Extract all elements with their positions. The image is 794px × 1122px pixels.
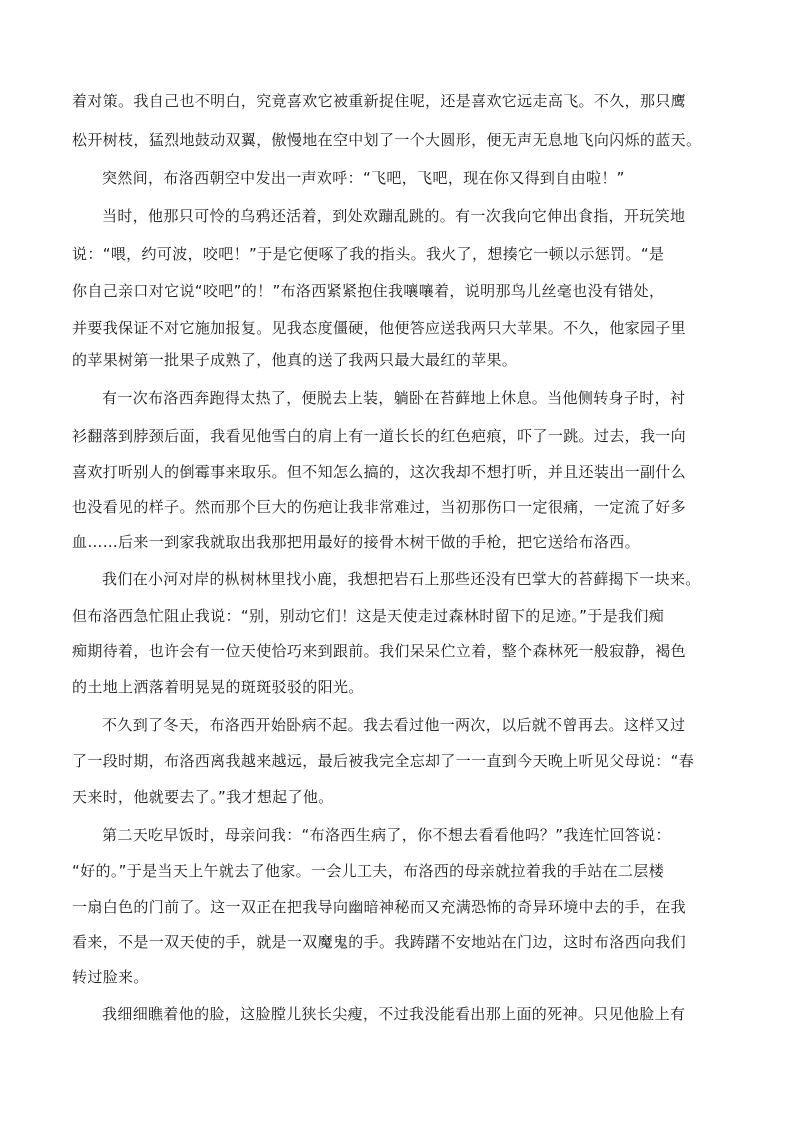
text-line: 第二天吃早饭时，母亲问我：“布洛西生病了，你不想去看看他吗？”我连忙回答说： [102,826,671,844]
text-line: 看来，不是一双天使的手，就是一双魔鬼的手。我踌躇不安地站在门边，这时布洛西向我们 [72,933,687,951]
text-line: 并要我保证不对它施加报复。见我态度僵硬，他便答应送我两只大苹果。不久，他家园子里 [72,319,687,337]
text-line: 但布洛西急忙阻止我说：“别，别动它们！这是天使走过森林时留下的足迹。”于是我们痴 [72,607,665,625]
text-line: 不久到了冬天，布洛西开始卧病不起。我去看过他一两次，以后就不曾再去。这样又过 [102,716,686,734]
text-line: 松开树枝，猛烈地鼓动双翼，傲慢地在空中划了一个大圆形，便无声无息地飞向闪烁的蓝天。 [72,131,702,149]
text-line: 说：“喂，约可波，咬吧！”于是它便啄了我的指头。我火了，想揍它一顿以示惩罚。“是 [72,245,665,263]
text-line: “好的。”于是当天上午就去了他家。一会儿工夫，布洛西的母亲就拉着我的手站在二层楼 [72,862,665,880]
text-line: 我们在小河对岸的枞树林里找小鹿，我想把岩石上那些还没有巴掌大的苔藓揭下一块来。 [102,570,701,588]
text-line: 也没看见的样子。然而那个巨大的伤疤让我非常难过，当初那伤口一定很痛，一定流了好多 [72,498,687,516]
text-line: 痴期待着，也许会有一位天使恰巧来到跟前。我们呆呆伫立着，整个森林死一般寂静，褐色 [72,642,687,660]
text-line: 天来时，他就要去了。”我才想起了他。 [72,788,334,806]
text-line: 当时，他那只可怜的乌鸦还活着，到处欢蹦乱跳的。有一次我向它伸出食指，开玩笑地 [102,207,686,225]
text-line: 你自己亲口对它说“咬吧”的！”布洛西紧紧抱住我嚷嚷着，说明那鸟儿丝毫也没有错处， [72,282,665,300]
text-line: 衫翻落到脖颈后面，我看见他雪白的肩上有一道长长的红色疤痕，吓了一跳。过去，我一向 [72,427,687,445]
text-line: 一扇白色的门前了。这一双正在把我导向幽暗神秘而又充满恐怖的奇异环境中去的手，在我 [72,898,687,916]
text-line: 的苹果树第一批果子成熟了，他真的送了我两只最大最红的苹果。 [72,351,518,369]
text-line: 了一段时期，布洛西离我越来越远，最后被我完全忘却了一一直到今天晚上听见父母说：“春 [72,752,695,770]
text-line: 着对策。我自己也不明白，究竟喜欢它被重新捉住呢，还是喜欢它远走高飞。不久，那只鹰 [72,92,687,110]
text-line: 的土地上洒落着明晃晃的斑斑驳驳的阳光。 [72,678,364,696]
text-line: 血……后来一到家我就取出我那把用最好的接骨木树干做的手枪，把它送给布洛西。 [72,533,640,551]
text-line: 喜欢打听别人的倒霉事来取乐。但不知怎么搞的，这次我却不想打听，并且还装出一副什么 [72,463,687,481]
text-line: 转过脸来。 [72,968,149,986]
text-line: 突然间，布洛西朝空中发出一声欢呼：“飞吧，飞吧，现在你又得到自由啦！” [102,169,625,187]
text-line: 我细细瞧着他的脸，这脸膛儿狭长尖瘦，不过我没能看出那上面的死神。只见他脸上有 [102,1005,686,1023]
text-line: 有一次布洛西奔跑得太热了，便脱去上装，躺卧在苔藓地上休息。当他侧转身子时，衬 [102,389,686,407]
